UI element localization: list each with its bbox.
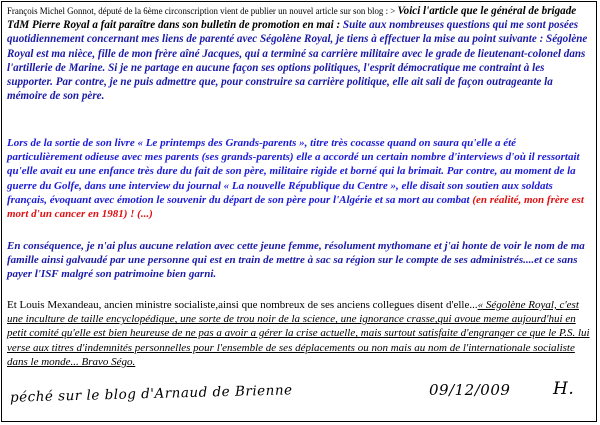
document-frame	[1, 1, 597, 422]
mexandeau-intro: Et Louis Mexandeau, ancien ministre socialiste,ainsi que nombreux de ses anciens collegues disent d'elle...	[7, 299, 478, 311]
paragraph-parente: Suite aux nombreuses questions qui me sont posées quotidiennement concernant mes liens de parenté avec Ségolène Royal, je tiens à effectuer la mise au point suivante : Ségolène Royal est ma nièce, fille de mon frère aîné Jacques, qui a terminé sa carrière militaire avec le grade de lieutenant-colonel dans l'artillerie de Marine. Si je ne partage en aucune façon ses options politiques, l'esprit démocratique me contraint à les supporter. Par contre, je ne puis admettre que, pour construire sa carrière politique, elle ait sali de façon outrageante la mémoire de son père.	[7, 19, 588, 103]
mexandeau-quote: « Ségolène Royal, c'est une inculture de taille encyclopédique, une sorte de trou noir de la science, une ignorance crasse,qui avoue meme aujourd'hui en petit comité qu'elle est bien heureuse de ne pas a avoir a gérer la crise actuelle, mais surtout satisfaite d'engranger ce que le P.S. lui verse aux titres d'indemnités personnelles pour l'ensemble de ses déplacements ou non mais au nom de l'internationale socialiste dans le monde... Bravo Ségo.	[7, 299, 590, 368]
paragraph-consequence: En conséquence, je n'ai plus aucune relation avec cette jeune femme, résolument mythomane et j'ai honte de voir le nom de ma famille ainsi galvaudé par une personne qui est en train de mettre à sac sa région sur le compte de ses administrés....et ce sans payer l'ISF malgré son patrimoine bien garni.	[7, 240, 585, 281]
article-heading: Voici l'article que le général de brigade TdM Pierre Royal a fait paraître dans son bulletin de promotion en mai :	[7, 5, 577, 32]
intro-text: François Michel Gonnot, député de la 6ème circonscription vient de publier un nouvel article sur son blog : >	[7, 6, 398, 16]
handwritten-date: 09/12/009	[429, 381, 511, 399]
handwritten-signature: H.	[553, 379, 575, 399]
paragraph-livre	[7, 136, 593, 221]
red-correction: (en réalité, mon frère est mort d'un cancer en 1981) ! (...)	[7, 193, 584, 221]
paragraph-livre-text: Lors de la sortie de son livre « Le printemps des Grands-parents », titre très cocasse quand on saura qu'elle a été particulièrement odieuse avec mes parents (ses grands-parents) elle a accordé un certain nombre d'interviews d'où il ressortait qu'elle avait eu une enfance très dure du fait de son père, militaire rigide et borné qui la brimait. Par contre, au moment de la guerre du Golfe, dans une interview du journal « La nouvelle République du Centre », elle disait son soutien aux soldats français, évoquant avec émotion le souvenir du départ de son père pour l'Algérie et sa mort au combat	[7, 137, 580, 206]
paragraph-mexandeau	[7, 298, 593, 369]
handwritten-source-note: péché sur le blog d'Arnaud de Brienne	[9, 382, 293, 406]
paragraph-intro	[7, 4, 593, 103]
